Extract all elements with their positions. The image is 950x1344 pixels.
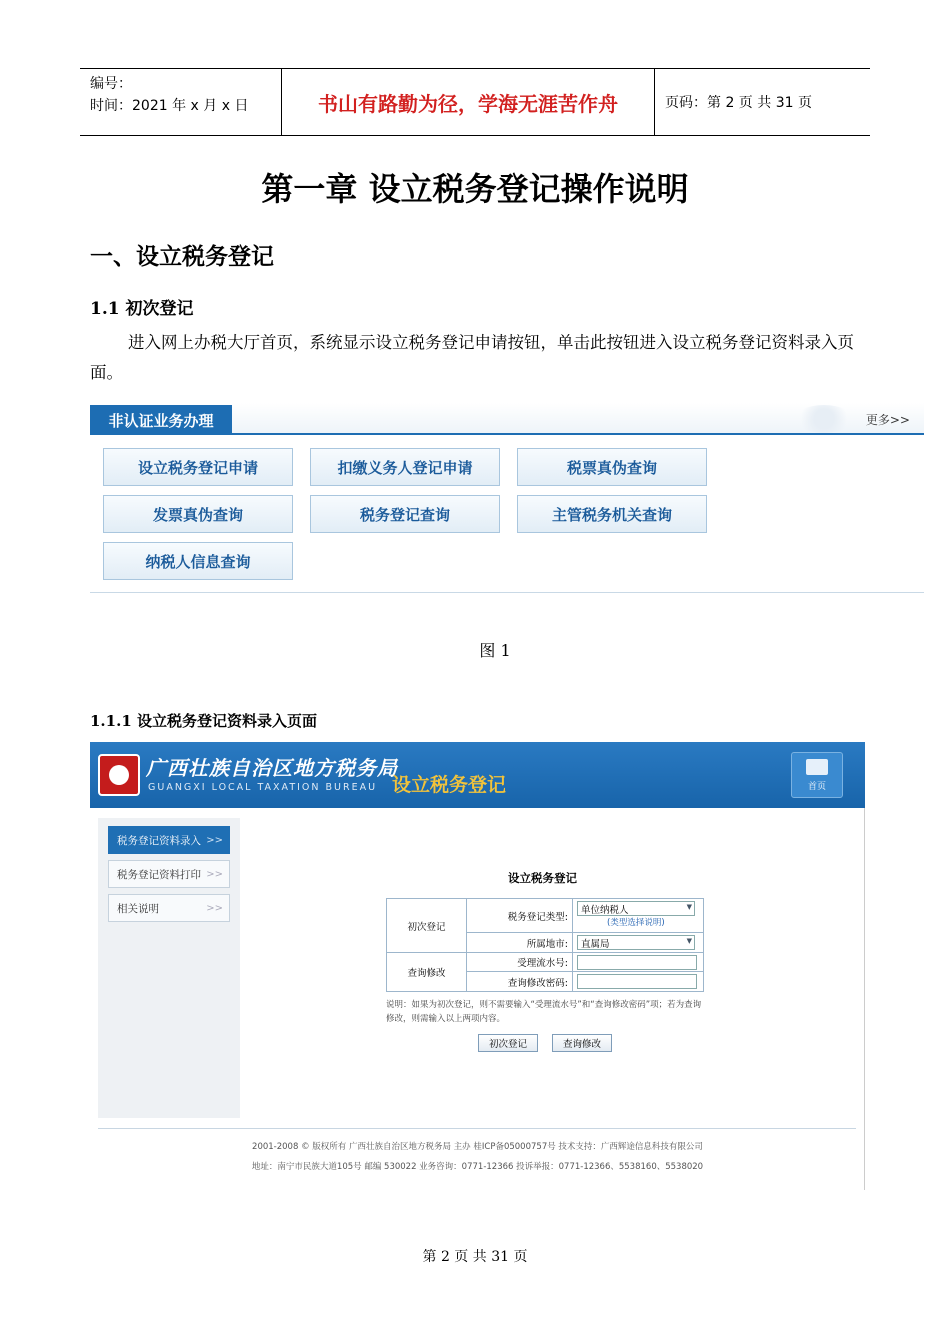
cloud-decoration-icon [794, 405, 854, 433]
subsubsection-title: 1.1.1 设立税务登记资料录入页面 [90, 712, 317, 730]
register-application-button[interactable]: 设立税务登记申请 [103, 448, 293, 486]
site-footer-address: 地址：南宁市民族大道105号 邮编 530022 业务咨询：0771-12366 投诉举报：0771-12366、5538160、5538020 [251, 1162, 704, 1172]
sidebar-item-help[interactable] [108, 894, 230, 922]
serial-label: 受理流水号: [467, 953, 573, 971]
sidebar-item-label: 税务登记资料打印 [117, 868, 201, 881]
sidebar-item-label: 相关说明 [117, 902, 159, 915]
intro-paragraph: 进入网上办税大厅首页，系统显示设立税务登记申请按钮，单击此按钮进入设立税务登记资料录入页面。 [90, 333, 854, 382]
site-banner [90, 742, 865, 808]
footer-divider [98, 1128, 856, 1129]
bureau-name: 广西壮族自治区地方税务局 [146, 756, 398, 780]
registration-type-select[interactable]: 单位纳税人 ▼ [577, 901, 695, 916]
form-group-query [387, 953, 703, 991]
right-border [864, 808, 865, 1190]
site-footer-copyright: 2001-2008 © 版权所有 广西壮族自治区地方税务局 主办 桂ICP备05000757号 技术支持：广西辉途信息科技有限公司 [252, 1142, 703, 1152]
tax-authority-query-button[interactable]: 主管税务机关查询 [517, 495, 707, 533]
header-meta [80, 69, 282, 135]
first-registration-button[interactable]: 初次登记 [478, 1034, 538, 1052]
group-label-first: 初次登记 [387, 899, 467, 952]
chapter-title: 第一章 设立税务登记操作说明 [261, 170, 689, 208]
sidebar [98, 818, 240, 1118]
chevron-right-icon: >> [206, 902, 223, 914]
page-header [80, 68, 870, 136]
form-group-first [387, 899, 703, 953]
bureau-english-name: GUANGXI LOCAL TAXATION BUREAU [148, 782, 378, 793]
chevron-right-icon: >> [206, 834, 223, 846]
page-footer: 第 2 页 共 31 页 [422, 1249, 528, 1265]
city-select[interactable]: 直属局 ▼ [577, 935, 695, 950]
invoice-verify-button[interactable]: 发票真伪查询 [103, 495, 293, 533]
figure-2-screenshot [90, 742, 865, 1190]
tab-non-auth-business[interactable]: 非认证业务办理 [90, 405, 232, 435]
number-label: 编号： [90, 76, 132, 92]
chevron-right-icon: >> [206, 868, 223, 880]
header-motto: 书山有路勤为径，学海无涯苦作舟 [282, 69, 655, 135]
header-page-info: 页码：第 2 页 共 31 页 [665, 95, 812, 111]
form-description: 说明：如果为初次登记，则不需要输入“受理流水号”和“查询修改密码”项；若为查询修改，则需输入以上两项内容。 [386, 1000, 702, 1024]
sidebar-item-label: 税务登记资料录入 [117, 834, 201, 847]
type-label: 税务登记类型: [467, 899, 573, 932]
more-link[interactable]: 更多>> [865, 413, 910, 427]
home-button[interactable] [791, 752, 843, 798]
sidebar-item-data-print[interactable] [108, 860, 230, 888]
home-icon [806, 759, 828, 775]
withholding-register-button[interactable]: 扣缴义务人登记申请 [310, 448, 500, 486]
home-label: 首页 [807, 782, 826, 792]
serial-number-input[interactable] [577, 955, 697, 970]
tax-receipt-verify-button[interactable]: 税票真伪查询 [517, 448, 707, 486]
form-title: 设立税务登记 [508, 871, 577, 885]
panel-header [90, 403, 924, 435]
sidebar-item-data-entry[interactable] [108, 826, 230, 854]
subsection-title: 1.1 初次登记 [90, 299, 194, 319]
query-modify-button[interactable]: 查询修改 [552, 1034, 612, 1052]
group-label-query: 查询修改 [387, 953, 467, 991]
banner-title: 设立税务登记 [392, 774, 507, 796]
bureau-logo-icon [98, 754, 140, 796]
type-help-link[interactable]: (类型选择说明) [607, 918, 665, 928]
figure-1-panel [90, 403, 924, 593]
password-label: 查询修改密码: [467, 972, 573, 991]
query-password-input[interactable] [577, 974, 697, 989]
section-title: 一、设立税务登记 [90, 243, 274, 270]
figure-1-caption: 图 1 [479, 641, 511, 660]
time-label: 时间：2021 年 x 月 x 日 [90, 98, 249, 114]
registration-query-button[interactable]: 税务登记查询 [310, 495, 500, 533]
city-label: 所属地市: [467, 933, 573, 952]
taxpayer-info-query-button[interactable]: 纳税人信息查询 [103, 542, 293, 580]
registration-form [386, 898, 704, 992]
